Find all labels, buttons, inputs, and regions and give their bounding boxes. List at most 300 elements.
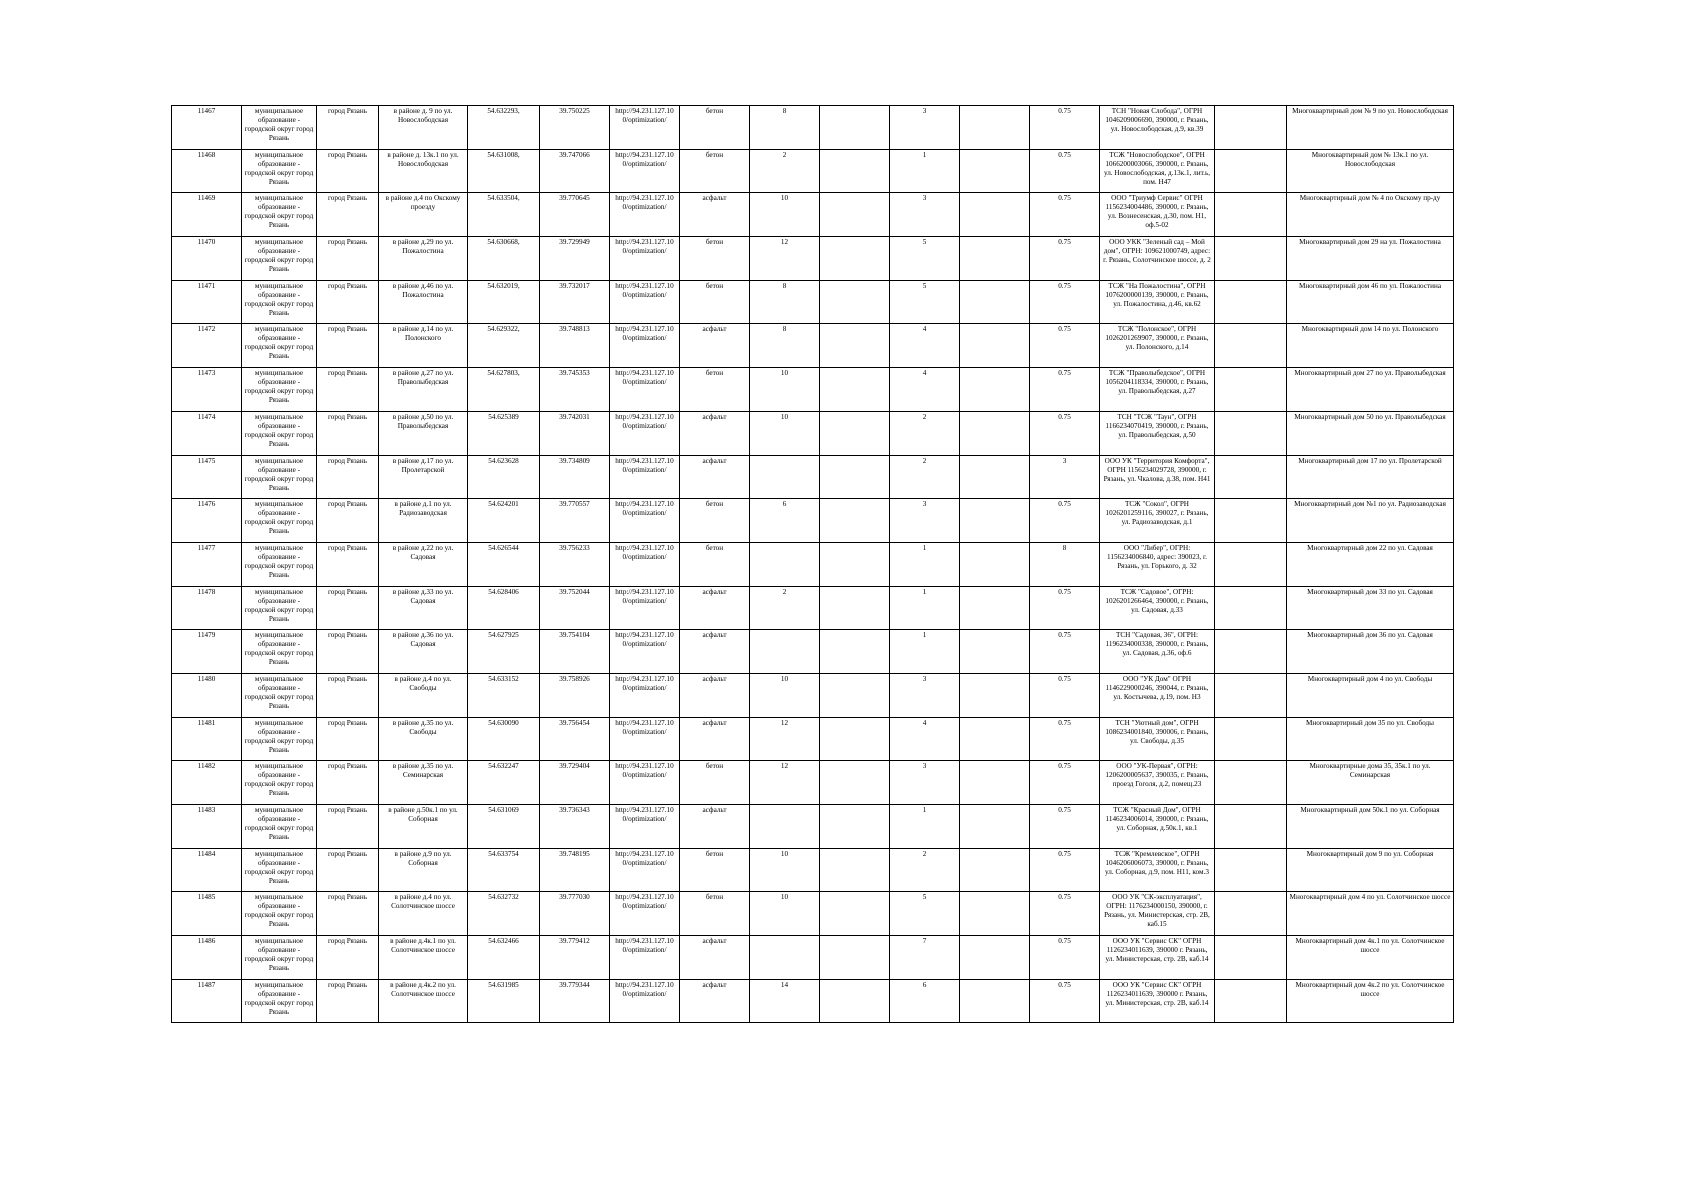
owner-cell: ТСЖ "Красный Дом", ОГРН 1146234006014, 390000, г. Рязань, ул. Соборная, д.50к.1, кв.1 (1100, 805, 1215, 849)
empty-cell (1215, 892, 1287, 936)
surface-cell: асфальт (680, 455, 750, 499)
latitude-cell: 54.633504, (468, 193, 540, 237)
empty-cell (820, 848, 890, 892)
row-id-cell: 11483 (172, 805, 242, 849)
location-cell: в районе д.33 по ул. Садовая (379, 586, 468, 630)
empty-cell (960, 411, 1030, 455)
empty-cell (820, 411, 890, 455)
volume-cell: 0.75 (1030, 324, 1100, 368)
owner-cell: ТСЖ "Новослободское", ОГРН 1066200003066, 390000, г. Рязань, ул. Новослободская, д.13к.1, лит.ь, пом. Н47 (1100, 149, 1215, 193)
municipality-cell: муниципальное образование - городской округ город Рязань (242, 586, 317, 630)
owner-cell: ООО "УК Дом" ОГРН 1146229000246, 390044, г. Рязань, ул. Костычева, д.19, пом. Н3 (1100, 673, 1215, 717)
location-cell: в районе д.4к.2 по ул. Солотчинское шоссе (379, 979, 468, 1023)
source-cell: Многоквартирный дом 35 по ул. Свободы (1287, 717, 1454, 761)
empty-cell (960, 761, 1030, 805)
row-id-cell: 11480 (172, 673, 242, 717)
table-row (172, 368, 1454, 412)
latitude-cell: 54.625389 (468, 411, 540, 455)
municipality-cell: муниципальное образование - городской округ город Рязань (242, 237, 317, 281)
empty-cell (960, 106, 1030, 150)
area-cell: 12 (750, 761, 820, 805)
location-cell: в районе д.35 по ул. Свободы (379, 717, 468, 761)
latitude-cell: 54.632466 (468, 936, 540, 980)
url-cell: http://94.231.127.10 0/optimization/ (610, 761, 680, 805)
containers-cell: 3 (890, 499, 960, 543)
url-cell: http://94.231.127.10 0/optimization/ (610, 411, 680, 455)
empty-cell (960, 324, 1030, 368)
city-cell: город Рязань (317, 542, 379, 586)
row-id-cell: 11484 (172, 848, 242, 892)
empty-cell (960, 149, 1030, 193)
empty-cell (820, 979, 890, 1023)
source-cell: Многоквартирный дом №1 по ул. Радиозаводская (1287, 499, 1454, 543)
owner-cell: ТСЖ "Праволыбедское", ОГРН 1056204118334, 390000, г. Рязань, ул. Праволыбедская, д.27 (1100, 368, 1215, 412)
municipality-cell: муниципальное образование - городской округ город Рязань (242, 805, 317, 849)
volume-cell: 3 (1030, 455, 1100, 499)
empty-cell (1215, 324, 1287, 368)
table-row (172, 193, 1454, 237)
municipality-cell: муниципальное образование - городской округ город Рязань (242, 892, 317, 936)
area-cell (750, 805, 820, 849)
row-id-cell: 11467 (172, 106, 242, 150)
source-cell: Многоквартирный дом № 13к.1 по ул. Новослободская (1287, 149, 1454, 193)
surface-cell: асфальт (680, 411, 750, 455)
empty-cell (1215, 761, 1287, 805)
empty-cell (820, 455, 890, 499)
source-cell: Многоквартирный дом 9 по ул. Соборная (1287, 848, 1454, 892)
row-id-cell: 11478 (172, 586, 242, 630)
surface-cell: бетон (680, 542, 750, 586)
empty-cell (820, 499, 890, 543)
city-cell: город Рязань (317, 499, 379, 543)
owner-cell: ТСН "Новая Слобода", ОГРН 1046209006690, 390000, г. Рязань, ул. Новослободская, д.9, кв.39 (1100, 106, 1215, 150)
row-id-cell: 11476 (172, 499, 242, 543)
owner-cell: ООО "Триумф Сервис" ОГРН 1156234004486, 390000, г. Рязань, ул. Вознесенская, д.30, пом. Н1, оф.5-02 (1100, 193, 1215, 237)
url-cell: http://94.231.127.10 0/optimization/ (610, 193, 680, 237)
empty-cell (820, 630, 890, 674)
municipality-cell: муниципальное образование - городской округ город Рязань (242, 280, 317, 324)
municipality-cell: муниципальное образование - городской округ город Рязань (242, 979, 317, 1023)
area-cell (750, 936, 820, 980)
containers-cell: 2 (890, 848, 960, 892)
area-cell: 8 (750, 324, 820, 368)
empty-cell (960, 455, 1030, 499)
municipality-cell: муниципальное образование - городской округ город Рязань (242, 455, 317, 499)
longitude-cell: 39.729404 (540, 761, 610, 805)
area-cell: 14 (750, 979, 820, 1023)
source-cell: Многоквартирный дом 4к.1 по ул. Солотчинское шоссе (1287, 936, 1454, 980)
empty-cell (820, 805, 890, 849)
row-id-cell: 11486 (172, 936, 242, 980)
containers-cell: 1 (890, 149, 960, 193)
empty-cell (820, 717, 890, 761)
row-id-cell: 11471 (172, 280, 242, 324)
empty-cell (1215, 717, 1287, 761)
empty-cell (960, 193, 1030, 237)
municipality-cell: муниципальное образование - городской округ город Рязань (242, 149, 317, 193)
table-row (172, 149, 1454, 193)
containers-cell: 3 (890, 673, 960, 717)
location-cell: в районе д.36 по ул. Садовая (379, 630, 468, 674)
url-cell: http://94.231.127.10 0/optimization/ (610, 979, 680, 1023)
location-cell: в районе д.50к.1 по ул. Соборная (379, 805, 468, 849)
empty-cell (820, 280, 890, 324)
source-cell: Многоквартирный дом 4к.2 по ул. Солотчинское шоссе (1287, 979, 1454, 1023)
table-row (172, 280, 1454, 324)
empty-cell (1215, 106, 1287, 150)
municipality-cell: муниципальное образование - городской округ город Рязань (242, 106, 317, 150)
area-cell: 2 (750, 149, 820, 193)
empty-cell (820, 586, 890, 630)
owner-cell: ТСЖ "Сокол", ОГРН 1026201259116, 390027, г. Рязань, ул. Радиозаводская, д.1 (1100, 499, 1215, 543)
empty-cell (1215, 630, 1287, 674)
source-cell: Многоквартирный дом 36 по ул. Садовая (1287, 630, 1454, 674)
url-cell: http://94.231.127.10 0/optimization/ (610, 280, 680, 324)
empty-cell (820, 149, 890, 193)
table-row (172, 411, 1454, 455)
city-cell: город Рязань (317, 237, 379, 281)
surface-cell: асфальт (680, 717, 750, 761)
municipality-cell: муниципальное образование - городской округ город Рязань (242, 761, 317, 805)
city-cell: город Рязань (317, 892, 379, 936)
owner-cell: ТСН "Садовая, 36", ОГРН: 1196234000338, 390000, г. Рязань, ул. Садовая, д.36, оф.6 (1100, 630, 1215, 674)
url-cell: http://94.231.127.10 0/optimization/ (610, 630, 680, 674)
table-row (172, 805, 1454, 849)
url-cell: http://94.231.127.10 0/optimization/ (610, 324, 680, 368)
location-cell: в районе д.17 по ул. Пролетарской (379, 455, 468, 499)
empty-cell (1215, 499, 1287, 543)
latitude-cell: 54.623628 (468, 455, 540, 499)
location-cell: в районе д.1 по ул. Радиозаводская (379, 499, 468, 543)
longitude-cell: 39.748195 (540, 848, 610, 892)
table-row (172, 892, 1454, 936)
longitude-cell: 39.756454 (540, 717, 610, 761)
empty-cell (960, 979, 1030, 1023)
url-cell: http://94.231.127.10 0/optimization/ (610, 892, 680, 936)
empty-cell (820, 936, 890, 980)
volume-cell: 0.75 (1030, 411, 1100, 455)
area-cell: 10 (750, 411, 820, 455)
source-cell: Многоквартирный дом 46 по ул. Пожалостина (1287, 280, 1454, 324)
containers-cell: 4 (890, 324, 960, 368)
latitude-cell: 54.631008, (468, 149, 540, 193)
city-cell: город Рязань (317, 411, 379, 455)
url-cell: http://94.231.127.10 0/optimization/ (610, 237, 680, 281)
containers-cell: 1 (890, 630, 960, 674)
source-cell: Многоквартирный дом 27 по ул. Праволыбедская (1287, 368, 1454, 412)
volume-cell: 0.75 (1030, 979, 1100, 1023)
longitude-cell: 39.770557 (540, 499, 610, 543)
row-id-cell: 11475 (172, 455, 242, 499)
empty-cell (960, 717, 1030, 761)
location-cell: в районе д.9 по ул. Соборная (379, 848, 468, 892)
area-cell (750, 630, 820, 674)
table-row (172, 717, 1454, 761)
row-id-cell: 11481 (172, 717, 242, 761)
longitude-cell: 39.750225 (540, 106, 610, 150)
volume-cell: 0.75 (1030, 280, 1100, 324)
volume-cell: 0.75 (1030, 630, 1100, 674)
area-cell (750, 542, 820, 586)
city-cell: город Рязань (317, 368, 379, 412)
containers-cell: 3 (890, 761, 960, 805)
latitude-cell: 54.630090 (468, 717, 540, 761)
row-id-cell: 11479 (172, 630, 242, 674)
latitude-cell: 54.631985 (468, 979, 540, 1023)
city-cell: город Рязань (317, 193, 379, 237)
surface-cell: бетон (680, 280, 750, 324)
containers-cell: 5 (890, 237, 960, 281)
empty-cell (820, 673, 890, 717)
surface-cell: асфальт (680, 586, 750, 630)
volume-cell: 0.75 (1030, 193, 1100, 237)
containers-cell: 4 (890, 368, 960, 412)
empty-cell (1215, 149, 1287, 193)
area-cell: 12 (750, 237, 820, 281)
url-cell: http://94.231.127.10 0/optimization/ (610, 848, 680, 892)
longitude-cell: 39.734809 (540, 455, 610, 499)
surface-cell: асфальт (680, 193, 750, 237)
municipality-cell: муниципальное образование - городской округ город Рязань (242, 936, 317, 980)
owner-cell: ТСЖ "Садовое", ОГРН: 1026201266464, 390000, г. Рязань, ул. Садовая, д.33 (1100, 586, 1215, 630)
containers-cell: 5 (890, 892, 960, 936)
url-cell: http://94.231.127.10 0/optimization/ (610, 455, 680, 499)
latitude-cell: 54.627925 (468, 630, 540, 674)
row-id-cell: 11485 (172, 892, 242, 936)
surface-cell: асфальт (680, 979, 750, 1023)
municipality-cell: муниципальное образование - городской округ город Рязань (242, 411, 317, 455)
latitude-cell: 54.627803, (468, 368, 540, 412)
surface-cell: бетон (680, 761, 750, 805)
table-row (172, 455, 1454, 499)
empty-cell (960, 630, 1030, 674)
latitude-cell: 54.633152 (468, 673, 540, 717)
area-cell: 8 (750, 280, 820, 324)
source-cell: Многоквартирный дом 33 по ул. Садовая (1287, 586, 1454, 630)
city-cell: город Рязань (317, 149, 379, 193)
municipality-cell: муниципальное образование - городской округ город Рязань (242, 848, 317, 892)
containers-cell: 6 (890, 979, 960, 1023)
registry-rows (172, 106, 1454, 1023)
surface-cell: бетон (680, 848, 750, 892)
area-cell: 6 (750, 499, 820, 543)
source-cell: Многоквартирный дом 4 по ул. Солотчинское шоссе (1287, 892, 1454, 936)
city-cell: город Рязань (317, 848, 379, 892)
city-cell: город Рязань (317, 630, 379, 674)
city-cell: город Рязань (317, 324, 379, 368)
row-id-cell: 11472 (172, 324, 242, 368)
surface-cell: бетон (680, 892, 750, 936)
containers-cell: 4 (890, 717, 960, 761)
owner-cell: ООО УКК "Зеленый сад – Мой дом", ОГРН: 109621000749, адрес: г. Рязань, Солотчинское шоссе, д. 2 (1100, 237, 1215, 281)
table-row (172, 936, 1454, 980)
url-cell: http://94.231.127.10 0/optimization/ (610, 499, 680, 543)
empty-cell (820, 892, 890, 936)
containers-cell: 2 (890, 455, 960, 499)
city-cell: город Рязань (317, 455, 379, 499)
latitude-cell: 54.624201 (468, 499, 540, 543)
municipality-cell: муниципальное образование - городской округ город Рязань (242, 630, 317, 674)
empty-cell (960, 542, 1030, 586)
city-cell: город Рязань (317, 936, 379, 980)
source-cell: Многоквартирный дом 29 на ул. Пожалостина (1287, 237, 1454, 281)
volume-cell: 0.75 (1030, 149, 1100, 193)
owner-cell: ТСЖ "Кремлевское", ОГРН 1046206006073, 390000, г. Рязань, ул. Соборная, д.9, пом. Н11, ком.3 (1100, 848, 1215, 892)
owner-cell: ООО "Либер", ОГРН: 1156234006840, адрес: 390023, г. Рязань, ул. Горького, д. 32 (1100, 542, 1215, 586)
table-row (172, 979, 1454, 1023)
url-cell: http://94.231.127.10 0/optimization/ (610, 368, 680, 412)
latitude-cell: 54.633754 (468, 848, 540, 892)
table-row (172, 542, 1454, 586)
empty-cell (820, 237, 890, 281)
containers-cell: 1 (890, 542, 960, 586)
source-cell: Многоквартирный дом 4 по ул. Свободы (1287, 673, 1454, 717)
table-row (172, 237, 1454, 281)
longitude-cell: 39.770645 (540, 193, 610, 237)
empty-cell (960, 586, 1030, 630)
source-cell: Многоквартирный дом 17 по ул. Пролетарской (1287, 455, 1454, 499)
table-row (172, 106, 1454, 150)
owner-cell: ТСЖ "Полонское", ОГРН 1026201269907, 390000, г. Рязань, ул. Полонского, д.14 (1100, 324, 1215, 368)
containers-cell: 7 (890, 936, 960, 980)
empty-cell (1215, 805, 1287, 849)
empty-cell (1215, 673, 1287, 717)
row-id-cell: 11473 (172, 368, 242, 412)
volume-cell: 0.75 (1030, 936, 1100, 980)
owner-cell: ООО УК "Сервис СК" ОГРН 1126234011639, 390000 г. Рязань, ул. Министерская, стр. 2В, каб.14 (1100, 979, 1215, 1023)
owner-cell: ООО УК "СК-эксплуатация", ОГРН: 1176234000150, 390000, г. Рязань, ул. Министерская, стр. 2В, каб.15 (1100, 892, 1215, 936)
longitude-cell: 39.747066 (540, 149, 610, 193)
row-id-cell: 11468 (172, 149, 242, 193)
source-cell: Многоквартирный дом 50к.1 по ул. Соборная (1287, 805, 1454, 849)
empty-cell (1215, 848, 1287, 892)
latitude-cell: 54.632019, (468, 280, 540, 324)
city-cell: город Рязань (317, 805, 379, 849)
city-cell: город Рязань (317, 586, 379, 630)
latitude-cell: 54.632293, (468, 106, 540, 150)
longitude-cell: 39.754104 (540, 630, 610, 674)
municipality-cell: муниципальное образование - городской округ город Рязань (242, 193, 317, 237)
longitude-cell: 39.742031 (540, 411, 610, 455)
url-cell: http://94.231.127.10 0/optimization/ (610, 542, 680, 586)
location-cell: в районе д.46 по ул. Пожалостина (379, 280, 468, 324)
municipality-cell: муниципальное образование - городской округ город Рязань (242, 673, 317, 717)
longitude-cell: 39.745353 (540, 368, 610, 412)
empty-cell (960, 892, 1030, 936)
empty-cell (1215, 237, 1287, 281)
volume-cell: 0.75 (1030, 673, 1100, 717)
owner-cell: ТСЖ "На Пожалостина", ОГРН 1076200000139, 390000, г. Рязань, ул. Пожалостина, д.46, кв.62 (1100, 280, 1215, 324)
municipality-cell: муниципальное образование - городской округ город Рязань (242, 542, 317, 586)
volume-cell: 0.75 (1030, 848, 1100, 892)
longitude-cell: 39.756233 (540, 542, 610, 586)
table-row (172, 761, 1454, 805)
volume-cell: 8 (1030, 542, 1100, 586)
empty-cell (1215, 455, 1287, 499)
source-cell: Многоквартирный дом № 9 по ул. Новослободская (1287, 106, 1454, 150)
municipality-cell: муниципальное образование - городской округ город Рязань (242, 368, 317, 412)
surface-cell: бетон (680, 237, 750, 281)
containers-cell: 2 (890, 411, 960, 455)
empty-cell (1215, 542, 1287, 586)
volume-cell: 0.75 (1030, 892, 1100, 936)
area-cell: 10 (750, 673, 820, 717)
latitude-cell: 54.631069 (468, 805, 540, 849)
empty-cell (960, 848, 1030, 892)
longitude-cell: 39.758926 (540, 673, 610, 717)
city-cell: город Рязань (317, 979, 379, 1023)
empty-cell (820, 106, 890, 150)
municipality-cell: муниципальное образование - городской округ город Рязань (242, 324, 317, 368)
empty-cell (1215, 979, 1287, 1023)
latitude-cell: 54.626544 (468, 542, 540, 586)
location-cell: в районе д.27 по ул. Праволыбедская (379, 368, 468, 412)
url-cell: http://94.231.127.10 0/optimization/ (610, 673, 680, 717)
volume-cell: 0.75 (1030, 368, 1100, 412)
volume-cell: 0.75 (1030, 717, 1100, 761)
containers-cell: 3 (890, 193, 960, 237)
area-cell: 10 (750, 368, 820, 412)
volume-cell: 0.75 (1030, 761, 1100, 805)
table-row (172, 586, 1454, 630)
owner-cell: ООО УК "Территория Комфорта", ОГРН 1156234029728, 390000, г. Рязань, ул. Чкалова, д.38, пом. Н41 (1100, 455, 1215, 499)
location-cell: в районе д. 9 по ул. Новослободская (379, 106, 468, 150)
empty-cell (820, 193, 890, 237)
row-id-cell: 11487 (172, 979, 242, 1023)
location-cell: в районе д.4 по ул. Солотчинское шоссе (379, 892, 468, 936)
area-cell: 8 (750, 106, 820, 150)
volume-cell: 0.75 (1030, 499, 1100, 543)
volume-cell: 0.75 (1030, 805, 1100, 849)
empty-cell (1215, 193, 1287, 237)
municipality-cell: муниципальное образование - городской округ город Рязань (242, 499, 317, 543)
location-cell: в районе д.14 по ул. Полонского (379, 324, 468, 368)
surface-cell: бетон (680, 368, 750, 412)
area-cell: 12 (750, 717, 820, 761)
area-cell: 10 (750, 848, 820, 892)
latitude-cell: 54.632732 (468, 892, 540, 936)
empty-cell (1215, 411, 1287, 455)
empty-cell (820, 368, 890, 412)
surface-cell: асфальт (680, 673, 750, 717)
empty-cell (820, 542, 890, 586)
surface-cell: асфальт (680, 324, 750, 368)
area-cell: 10 (750, 193, 820, 237)
containers-cell: 3 (890, 106, 960, 150)
volume-cell: 0.75 (1030, 106, 1100, 150)
location-cell: в районе д.50 по ул. Праволыбедская (379, 411, 468, 455)
latitude-cell: 54.628406 (468, 586, 540, 630)
empty-cell (1215, 586, 1287, 630)
city-cell: город Рязань (317, 106, 379, 150)
url-cell: http://94.231.127.10 0/optimization/ (610, 586, 680, 630)
owner-cell: ООО УК "Сервис СК" ОГРН 1126234011639, 390000 г. Рязань, ул. Министерская, стр. 2В, каб.14 (1100, 936, 1215, 980)
url-cell: http://94.231.127.10 0/optimization/ (610, 936, 680, 980)
row-id-cell: 11470 (172, 237, 242, 281)
url-cell: http://94.231.127.10 0/optimization/ (610, 106, 680, 150)
area-cell: 2 (750, 586, 820, 630)
surface-cell: бетон (680, 149, 750, 193)
latitude-cell: 54.629322, (468, 324, 540, 368)
volume-cell: 0.75 (1030, 237, 1100, 281)
empty-cell (820, 324, 890, 368)
owner-cell: ТСН "Уютный дом", ОГРН 1086234001840, 390006, г. Рязань, ул. Свободы, д.35 (1100, 717, 1215, 761)
longitude-cell: 39.732017 (540, 280, 610, 324)
location-cell: в районе д.22 по ул. Садовая (379, 542, 468, 586)
containers-cell: 5 (890, 280, 960, 324)
containers-cell: 1 (890, 805, 960, 849)
city-cell: город Рязань (317, 280, 379, 324)
